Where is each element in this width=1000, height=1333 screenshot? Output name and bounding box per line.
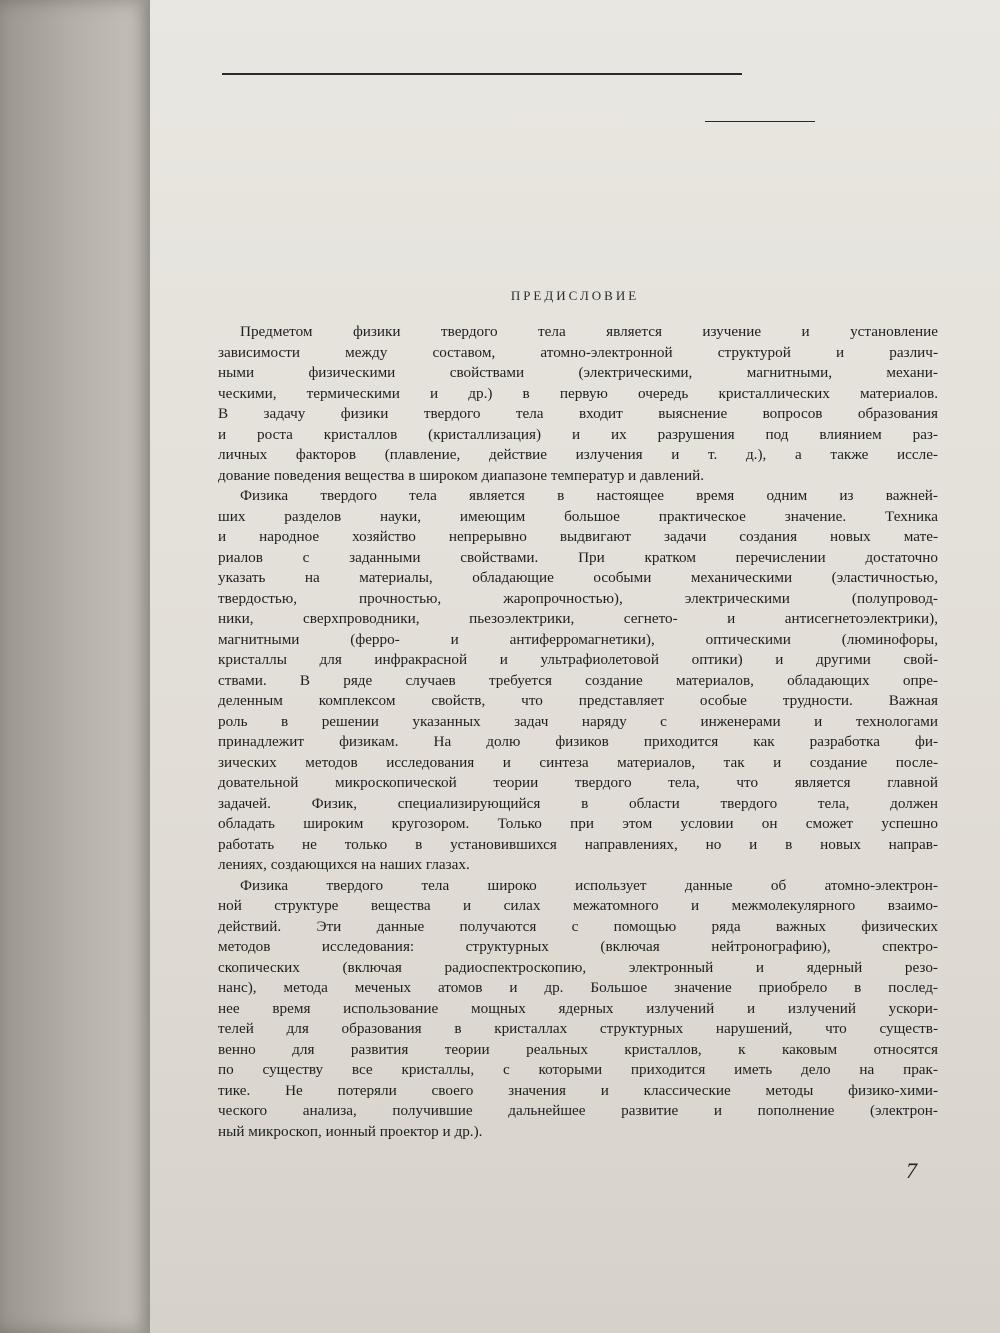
- text-line: телей для образования в кристаллах структурных нарушений, что существ-: [218, 1020, 938, 1037]
- text-line: ческими, термическими и др.) в первую очередь кристаллических материалов.: [218, 384, 938, 402]
- paragraph-2: [218, 486, 938, 876]
- text-line: деленным комплексом свойств, что представляет особые трудности. Важная: [218, 692, 938, 709]
- text-line: довательной микроскопической теории твердого тела, что является главной: [218, 774, 938, 791]
- text-line: принадлежит физикам. На долю физиков приходится как разработка фи-: [218, 733, 938, 750]
- text-line: нее время использование мощных ядерных излучений и излучений ускори-: [218, 999, 938, 1017]
- page-number: 7: [906, 1158, 917, 1183]
- text-line: нанс), метода меченых атомов и др. Большое значение приобрело в послед-: [218, 979, 938, 996]
- paragraph-3: [218, 876, 938, 1143]
- text-line: ной структуре вещества и силах межатомного и межмолекулярного взаимо-: [218, 897, 938, 914]
- top-rule: [222, 73, 742, 75]
- text-line: зависимости между составом, атомно-электронной структурой и различ-: [218, 343, 938, 361]
- text-line: указать на материалы, обладающие особыми механическими (эластичностью,: [218, 569, 938, 586]
- text-line: работать не только в установившихся направлениях, но и в новых направ-: [218, 835, 938, 853]
- text-line: твердостью, прочностью, жаропрочностью), электрическими (полупровод-: [218, 589, 938, 607]
- text-line: личных факторов (плавление, действие излучения и т. д.), а также иссле-: [218, 446, 938, 463]
- text-line: и народное хозяйство непрерывно выдвигают задачи создания новых мате-: [218, 528, 938, 545]
- paragraph-1: [218, 322, 938, 486]
- text-line: роль в решении указанных задач наряду с инженерами и технологами: [218, 712, 938, 730]
- text-line: ствами. В ряде случаев требуется создание материалов, обладающих опре-: [218, 671, 938, 689]
- text-line: методов исследования: структурных (включая нейтронографию), спектро-: [218, 938, 938, 955]
- text-line: ный микроскоп, ионный проектор и др.).: [218, 1122, 483, 1140]
- page-heading: ПРЕДИСЛОВИЕ: [510, 288, 640, 303]
- text-line: задачей. Физик, специализирующийся в области твердого тела, должен: [218, 794, 938, 812]
- text-line: ческого анализа, получившие дальнейшее развитие и пополнение (электрон-: [218, 1102, 938, 1119]
- text-line: Физика твердого тела является в настоящее время одним из важней-: [240, 487, 938, 504]
- text-line: действий. Эти данные получаются с помощью ряда важных физических: [218, 917, 938, 935]
- text-line: кристаллы для инфракрасной и ультрафиолетовой оптики) и другими свой-: [218, 651, 938, 668]
- text-line: магнитными (ферро- и антиферромагнетики), оптическими (люминофоры,: [218, 630, 938, 648]
- text-line: Предметом физики твердого тела является изучение и установление: [240, 323, 938, 340]
- text-line: ники, сверхпроводники, пьезоэлектрики, сегнето- и антисегнетоэлектрики),: [218, 610, 938, 627]
- text-line: дование поведения вещества в широком диапазоне температур и давлений.: [218, 466, 705, 484]
- text-line: Физика твердого тела широко использует данные об атомно-электрон-: [240, 876, 938, 894]
- text-line: риалов с заданными свойствами. При кратком перечислении достаточно: [218, 548, 938, 566]
- text-line: ными физическими свойствами (электрическими, магнитными, механи-: [218, 364, 938, 381]
- body-text: [218, 322, 938, 1142]
- text-line: венно для развития теории реальных кристаллов, к каковым относятся: [218, 1040, 938, 1058]
- text-line: скопических (включая радиоспектроскопию, электронный и ядерный резо-: [218, 958, 938, 976]
- top-rule-short: [705, 121, 815, 122]
- text-line: обладать широким кругозором. Только при этом условии он сможет успешно: [218, 815, 938, 832]
- text-line: и роста кристаллов (кристаллизация) и их разрушения под влиянием раз-: [218, 425, 938, 443]
- text-line: ших разделов науки, имеющим большое практическое значение. Техника: [218, 507, 938, 525]
- text-line: тике. Не потеряли своего значения и классические методы физико-хими-: [218, 1081, 938, 1099]
- book-page: [150, 0, 1000, 1333]
- text-line: по существу все кристаллы, с которыми приходится иметь дело на прак-: [218, 1061, 938, 1078]
- text-line: В задачу физики твердого тела входит выяснение вопросов образования: [218, 405, 938, 422]
- text-line: лениях, создающихся на наших глазах.: [218, 856, 470, 873]
- text-line: зических методов исследования и синтеза материалов, так и создание после-: [218, 753, 938, 771]
